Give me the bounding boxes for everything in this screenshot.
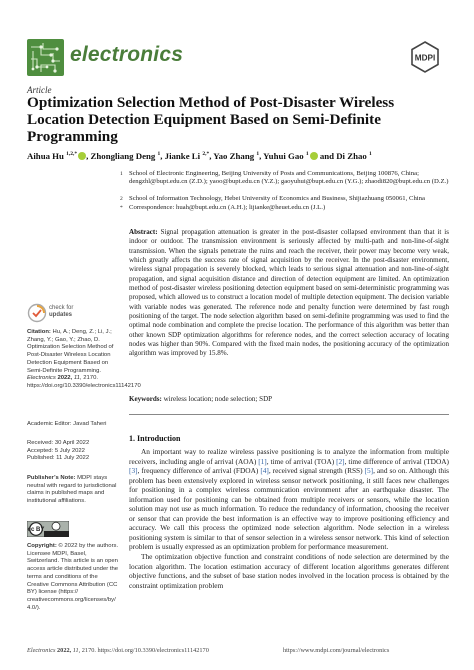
author-name: Aihua Hu xyxy=(27,151,64,161)
received-date: Received: 30 April 2022 xyxy=(27,440,90,446)
citation-link[interactable]: [1] xyxy=(258,456,267,466)
copyright-label: Copyright: xyxy=(27,543,57,549)
section-heading-introduction: 1. Introduction xyxy=(129,434,181,443)
author-affil-sup: 1 xyxy=(305,151,309,158)
affiliation-1 xyxy=(120,170,449,187)
footer-doi: 2170. https://doi.org/10.3390/electronics11142170 xyxy=(81,647,209,654)
copyright-block xyxy=(27,543,119,612)
author-name: Zhongliang Deng xyxy=(90,151,156,161)
affiliation-number: 2 xyxy=(120,196,123,202)
citation-doi: 2170. https://doi.org/10.3390/electronics11142170 xyxy=(27,375,141,389)
creative-commons-icon xyxy=(27,521,69,537)
footer-volume: 11, xyxy=(72,647,81,654)
footer-year: 2022, xyxy=(57,647,72,654)
footer-journal-url[interactable]: https://www.mdpi.com/journal/electronics xyxy=(283,647,390,654)
editor-label: Academic Editor: xyxy=(27,421,72,427)
journal-logo xyxy=(27,39,64,76)
editor-name: Javad Taheri xyxy=(73,421,107,427)
citation-link[interactable]: [4] xyxy=(260,466,269,476)
abstract-label: Abstract: xyxy=(129,228,158,236)
affiliation-number: 1 xyxy=(120,171,123,177)
author-affil-sup: 1,2,* xyxy=(66,151,78,158)
citation-link[interactable]: [5] xyxy=(364,466,374,476)
academic-editor xyxy=(27,421,119,429)
publisher-note xyxy=(27,475,119,506)
keywords xyxy=(129,395,449,403)
author-name: Yao Zhang xyxy=(213,151,255,161)
mdpi-logo xyxy=(409,41,441,73)
author-affil-sup: 1 xyxy=(157,151,161,158)
citation-link[interactable]: [3] xyxy=(129,466,138,476)
author-name: Yuhui Gao xyxy=(263,151,304,161)
orcid-icon[interactable] xyxy=(78,152,86,160)
keywords-label: Keywords: xyxy=(129,395,162,403)
published-date: Published: 11 July 2022 xyxy=(27,455,90,462)
abstract xyxy=(129,228,449,359)
updates-label: updates xyxy=(49,311,73,318)
affiliation-text: School of Information Technology, Hebei University of Economics and Business, Shijiazhuang 050061, China xyxy=(129,195,425,202)
correspondence-text: Correspondence: huah@bupt.edu.cn (A.H.); lijianke@heuet.edu.cn (J.L.) xyxy=(129,203,326,211)
orcid-icon[interactable] xyxy=(310,152,318,160)
section-divider xyxy=(129,414,449,415)
author-list: Aihua Hu $^{1,2,*}$ , Zhongliang Deng $^1$, Jianke Li $^{2,*}$, Yao Zhang $^1$, Yuhui Gao $^1$ and Di Zhao $^1$ xyxy=(27,151,372,161)
author-affil-sup: 1 xyxy=(368,151,372,158)
publication-dates xyxy=(27,440,119,463)
citation-journal: Electronics xyxy=(27,375,56,382)
introduction-body xyxy=(129,447,449,590)
citation-year: 2022, xyxy=(57,375,73,382)
journal-name: electronics xyxy=(70,43,184,66)
author-conjunction: and xyxy=(319,151,334,161)
mdpi-logo-text: MDPI xyxy=(414,53,436,63)
check-updates-icon xyxy=(27,303,47,323)
cc-badge-text: cc BY xyxy=(27,527,45,534)
citation-text: Hu, A.; Deng, Z.; Li, J.; Zhang, Y.; Gao, Y.; Zhao, D. Optimization Selection Method of Post-Disaster Wireless Location Detection Equipment Based on Semi-Definite Programming. xyxy=(27,329,114,374)
citation-volume: 11, xyxy=(73,375,82,382)
accepted-date: Accepted: 5 July 2022 xyxy=(27,447,85,454)
citation-link[interactable]: [2] xyxy=(336,456,345,466)
check-for-updates-badge[interactable] xyxy=(27,304,119,322)
abstract-text: Signal propagation attenuation is greater in the post-disaster collapsed environment than that it is indoor or outdoor. The transmission environment is seriously affected by multi-path and non-line-of-sight transmission. When the signals penetrate the ruins and reach the receiver, their power may become very weak, which greatly affects the success rate of signal acquisition by the receiver. In the post-disaster environment, wireless signal propagation is severely blocked, which leads to serious signal attenuation and non-line-of-sight propagation, and signal acquisition distance and direction of detection equipment are limited. An optimization method of post-disaster wireless positioning detection equipment based on semi-deterministic programming was proposed, which allowed us to construct a location model of multiple detection equipment. The decision variable with variable nodes was generated. The reference node and penalty function were determined by fast rough positioning of the target. The node selection algorithm based on semi-definite programming was used to find the optimal node combination and complete the precise location. The performance of this algorithm was better than other known SDP optimization algorithms for reference nodes, and the correct selection accuracy of locating nodes was higher than 90%. Compared with the fixed main nodes, the positioning accuracy of the optimization algorithm was improved by 15.8%. xyxy=(129,228,450,358)
affiliation-number: * xyxy=(120,204,123,211)
author-affil-sup: 2,* xyxy=(202,151,210,158)
citation-label: Citation: xyxy=(27,329,51,335)
paper-title: Optimization Selection Method of Post-Disaster Wireless Location Detection Equipment Based on Semi-Definite Programming xyxy=(27,94,395,145)
paragraph: The optimization objective function and constraint conditions of node selection are determined by the location algorithm. The location estimation accuracy of different location algorithms generates different objective functions, and the subset of base station nodes involved in the location process is obtained by the constraint optimization problem xyxy=(129,552,449,590)
author-name: Jianke Li xyxy=(164,151,201,161)
affiliation-2 xyxy=(120,195,449,203)
paragraph: An important way to realize wireless passive positioning is to analyze the information from multiple receivers, including angle of arrival (AOA) [1], time of arrival (TOA) [2], time difference of arrival (TDOA) [3], frequency difference of arrival (FDOA) [4], received signal strength (RSS) [5], and so on. Although this problem has been extensively explored in wireless sensor network positioning, it still faces new challenges for positioning in a complex wireless communication environment after an earthquake disaster. The information used for positioning can be obtained from multiple receivers or sensors, while the location solution may not use as much information. To reduce the redundancy of information, choosing the receiver or sensor that can provide the best information is an effective way to improve positioning efficiency and accuracy. We call this process the optimized node selection algorithm. Node selection in a wireless positioning system is similar to that of sensor selection in a wireless sensor network. This kind of selection problem is usually expressed as an optimization problem for performance measurement. xyxy=(129,447,450,552)
keywords-text: wireless location; node selection; SDP xyxy=(163,395,273,403)
author-name: Di Zhao xyxy=(336,151,367,161)
circuit-logo-icon xyxy=(27,39,64,76)
citation-block xyxy=(27,329,141,391)
cc-by-license-badge[interactable] xyxy=(27,521,69,537)
check-label: check for xyxy=(49,305,74,311)
footer-journal: Electronics xyxy=(27,647,56,654)
mdpi-hexagon-icon xyxy=(409,41,441,73)
publisher-note-label: Publisher’s Note: xyxy=(27,475,76,481)
article-type: Article xyxy=(27,85,52,95)
affiliation-text: School of Electronic Engineering, Beijing University of Posts and Communications, Beijing 100876, China; dengzhl@bupt.edu.cn (Z.D.); yaoo@bupt.edu.cn (Y.Z.); gaoyuhui@bupt.edu.cn (Y.G.); zhaodi820@bupt.edu.cn (D.Z.) xyxy=(129,170,449,186)
publisher-note-text: MDPI stays neutral with regard to jurisdictional claims in published maps and institutional affiliations. xyxy=(27,475,117,505)
author-affil-sup: 1 xyxy=(256,151,260,158)
correspondence xyxy=(120,203,449,212)
copyright-text: © 2022 by the authors. Licensee MDPI, Basel, Switzerland. This article is an open access article distributed under the terms and conditions of the Creative Commons Attribution (CC BY) license (https:// creativecommons.org/licenses/by/ 4.0/). xyxy=(27,543,119,611)
